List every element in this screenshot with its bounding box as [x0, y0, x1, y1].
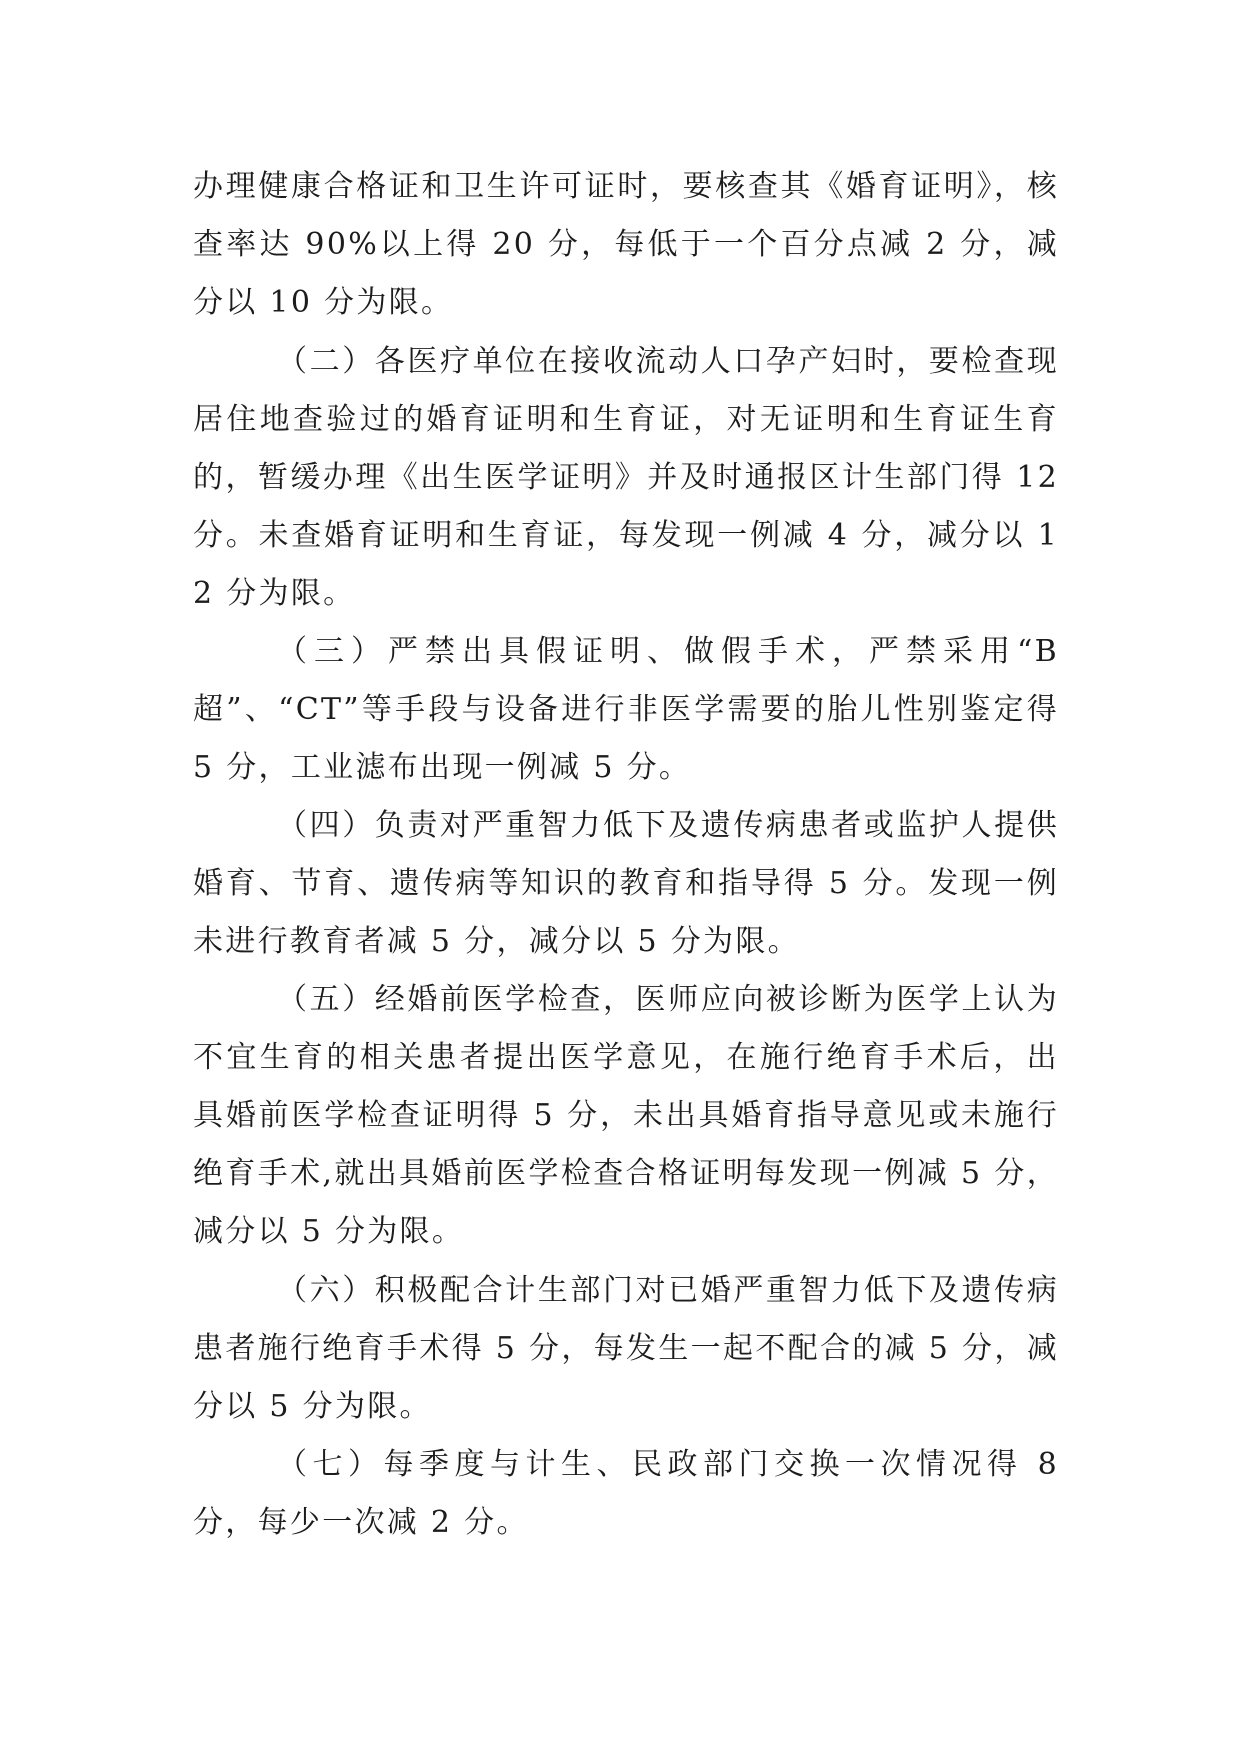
paragraph-item-6: （六）积极配合计生部门对已婚严重智力低下及遗传病患者施行绝育手术得 5 分，每发生一起不配合的减 5 分，减分以 5 分为限。: [193, 1273, 1059, 1424]
paragraph-continuation: 办理健康合格证和卫生许可证时，要核查其《婚育证明》，核查率达 90%以上得 20 分，每低于一个百分点减 2 分，减分以 10 分为限。: [193, 169, 1059, 320]
paragraph-item-3: （三）严禁出具假证明、做假手术，严禁采用“B 超”、“CT”等手段与设备进行非医学需要的胎儿性别鉴定得 5 分，工业滤布出现一例减 5 分。: [193, 634, 1059, 785]
paragraph-item-2: （二）各医疗单位在接收流动人口孕产妇时，要检查现居住地查验过的婚育证明和生育证，对无证明和生育证生育的，暂缓办理《出生医学证明》并及时通报区计生部门得 12 分。未查婚育证明和生育证，每发现一例减 4 分，减分以 12 分为限。: [193, 344, 1059, 611]
paragraph-item-5: （五）经婚前医学检查，医师应向被诊断为医学上认为不宜生育的相关患者提出医学意见，在施行绝育手术后，出具婚前医学检查证明得 5 分，未出具婚育指导意见或未施行绝育手术,就出具婚前医学检查合格证明每发现一例减 5 分，减分以 5 分为限。: [193, 982, 1059, 1249]
paragraph-item-7: （七）每季度与计生、民政部门交换一次情况得 8 分，每少一次减 2 分。: [193, 1447, 1059, 1540]
paragraph-item-4: （四）负责对严重智力低下及遗传病患者或监护人提供婚育、节育、遗传病等知识的教育和指导得 5 分。发现一例未进行教育者减 5 分，减分以 5 分为限。: [193, 808, 1059, 959]
